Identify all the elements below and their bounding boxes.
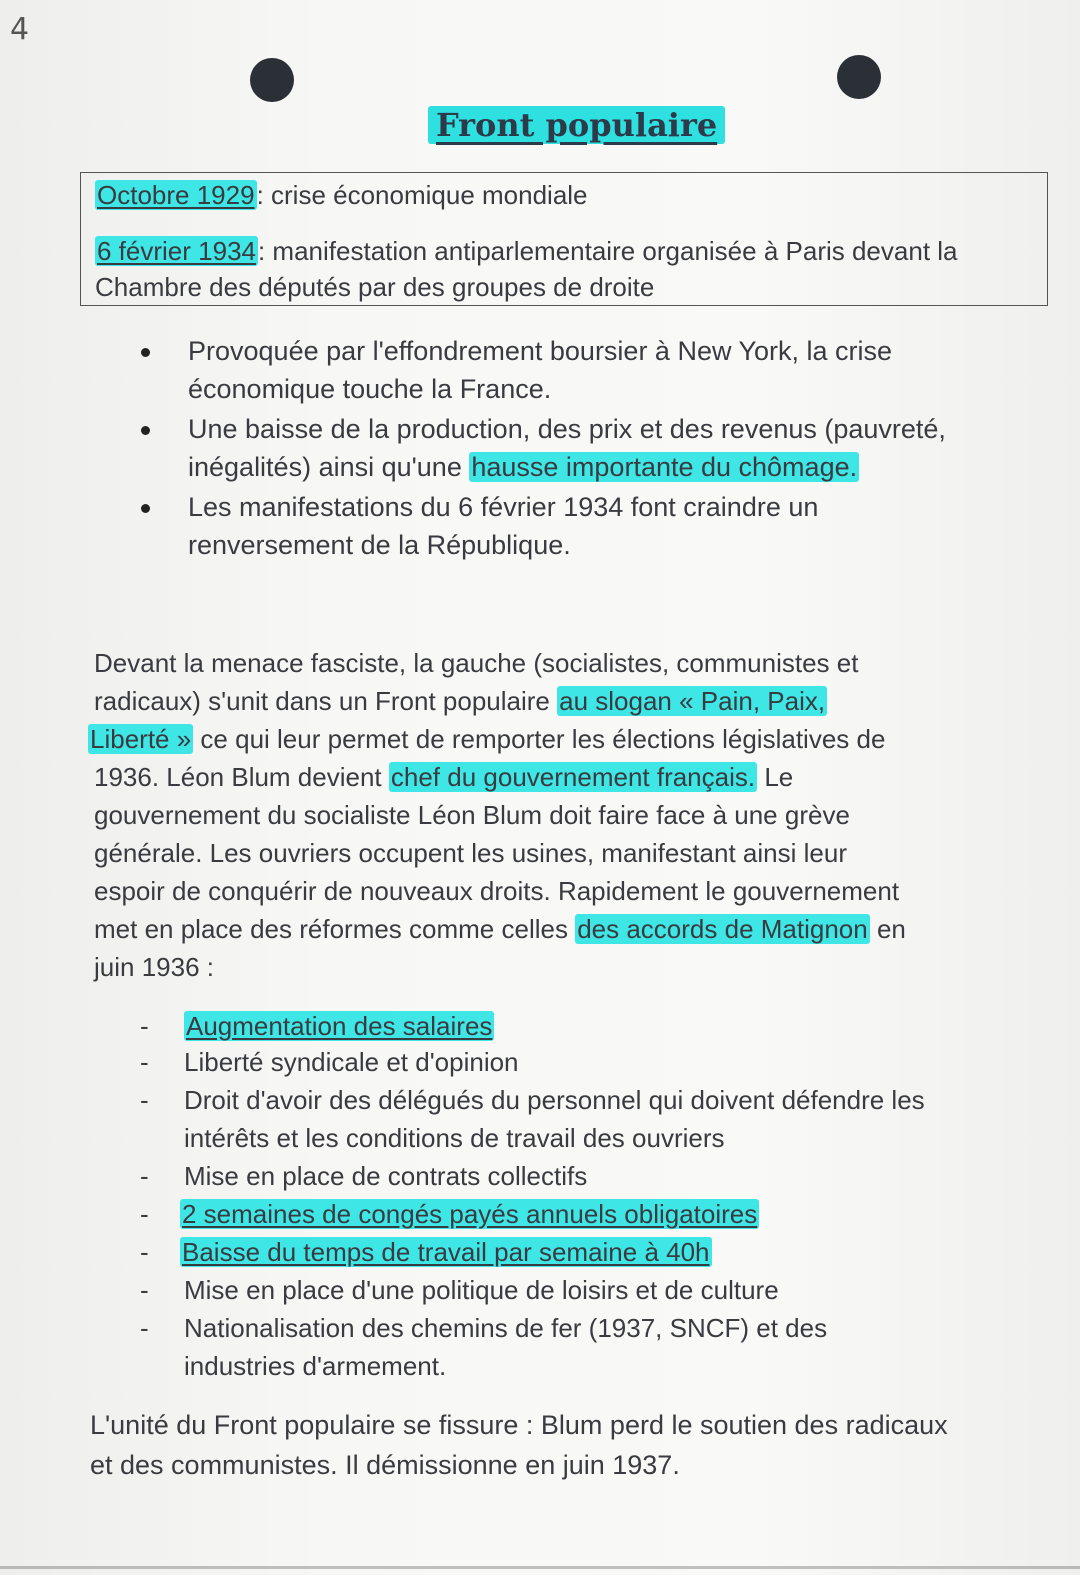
highlight-chef-gouvernement: chef du gouvernement français. <box>390 762 756 792</box>
reform-liberte-syndicale: Liberté syndicale et d'opinion <box>184 1047 519 1077</box>
bullet-3-line-1: Les manifestations du 6 février 1934 font craindre un <box>188 492 819 522</box>
bullet-3-line-2: renversement de la République. <box>188 530 571 560</box>
bullet-2-line-1: Une baisse de la production, des prix et des revenus (pauvreté, <box>188 414 946 444</box>
highlight-chomage: hausse importante du chômage. <box>471 452 858 482</box>
page-title: Front populaire <box>428 106 725 144</box>
bullet-2-line-2: inégalités) ainsi qu'une hausse importante du chômage. <box>188 452 858 482</box>
highlight-matignon: des accords de Matignon <box>577 914 868 944</box>
reform-conges-payes: 2 semaines de congés payés annuels obligatoires <box>182 1199 758 1229</box>
highlight-liberte: Liberté » <box>90 724 192 754</box>
reform-loisirs: Mise en place d'une politique de loisirs et de culture <box>184 1275 779 1305</box>
notebook-page: 4 Front populaire Octobre 1929: crise économique mondiale 6 février 1934: manifestation antiparlementaire organisée à Paris devant la Chambre des députés par des groupes de droite Provoquée par l'effondrement boursier à New York, la crise économique touche la France. Une baisse de la production, des prix et des revenus (pauvreté, inégalités) ainsi qu'une hausse importante du chômage. Les manifestations du 6 février 1934 font craindre un renversement de la République. Devant la menace fasciste, la gauche (socialistes, communistes et radicaux) s'unit dans un Front populaire au slogan « Pain, Paix, Liberté » ce qui leur permet de remporter les élections législatives de 1936. Léon Blum devient chef du gouvernement français. Le gouvernement du socialiste Léon Blum doit faire face à une grève générale. Les ouvriers occupent les usines, manifestant ainsi leur espoir de conquérir de nouveaux droits. Rapidement le gouvernement met en place des réformes comme celles des accords de Matignon en juin 1936 : - Augmentation des salaires - Liberté syndicale et d'opinion - Droit d'avoir des délégués du personnel qui doivent défendre les intérêts et les conditions de travail des ouvriers - Mise en place de contrats collectifs - 2 semaines de congés payés annuels obligatoires - Baisse du temps de travail par semaine à 40h - Mise en place d'une politique de loisirs et de culture - Nationalisation des chemins de fer (1937, SNCF) et des industries d'armement. L'unité du Front populaire se fissure : Blum perd le soutien des radicaux et des communistes. Il démissionne en juin 1937. <box>0 0 1080 1575</box>
reform-40h: Baisse du temps de travail par semaine à 40h <box>182 1237 710 1267</box>
bullet-dot <box>141 504 150 513</box>
highlight-slogan: au slogan « Pain, Paix, <box>559 686 826 716</box>
binder-hole-left <box>250 58 294 102</box>
bullet-1-line-2: économique touche la France. <box>188 374 552 404</box>
page-bottom-edge <box>0 1566 1080 1569</box>
bullet-1-line-1: Provoquée par l'effondrement boursier à New York, la crise <box>188 336 893 366</box>
date-line-1: Octobre 1929: crise économique mondiale <box>97 180 588 210</box>
reform-salaires: Augmentation des salaires <box>186 1011 493 1041</box>
page-number: 4 <box>10 12 30 47</box>
reform-delegues: Droit d'avoir des délégués du personnel qui doivent défendre les <box>184 1085 925 1115</box>
binder-hole-right <box>837 55 881 99</box>
reform-nationalisation: Nationalisation des chemins de fer (1937, SNCF) et des <box>184 1313 828 1343</box>
bullet-dot <box>141 426 150 435</box>
date-line-2b: Chambre des députés par des groupes de droite <box>95 272 655 302</box>
date-2: 6 février 1934 <box>97 236 256 266</box>
date-line-2: 6 février 1934: manifestation antiparlementaire organisée à Paris devant la <box>97 236 958 266</box>
reform-contrats: Mise en place de contrats collectifs <box>184 1161 588 1191</box>
bullet-dot <box>141 348 150 357</box>
date-1: Octobre 1929 <box>97 180 255 210</box>
